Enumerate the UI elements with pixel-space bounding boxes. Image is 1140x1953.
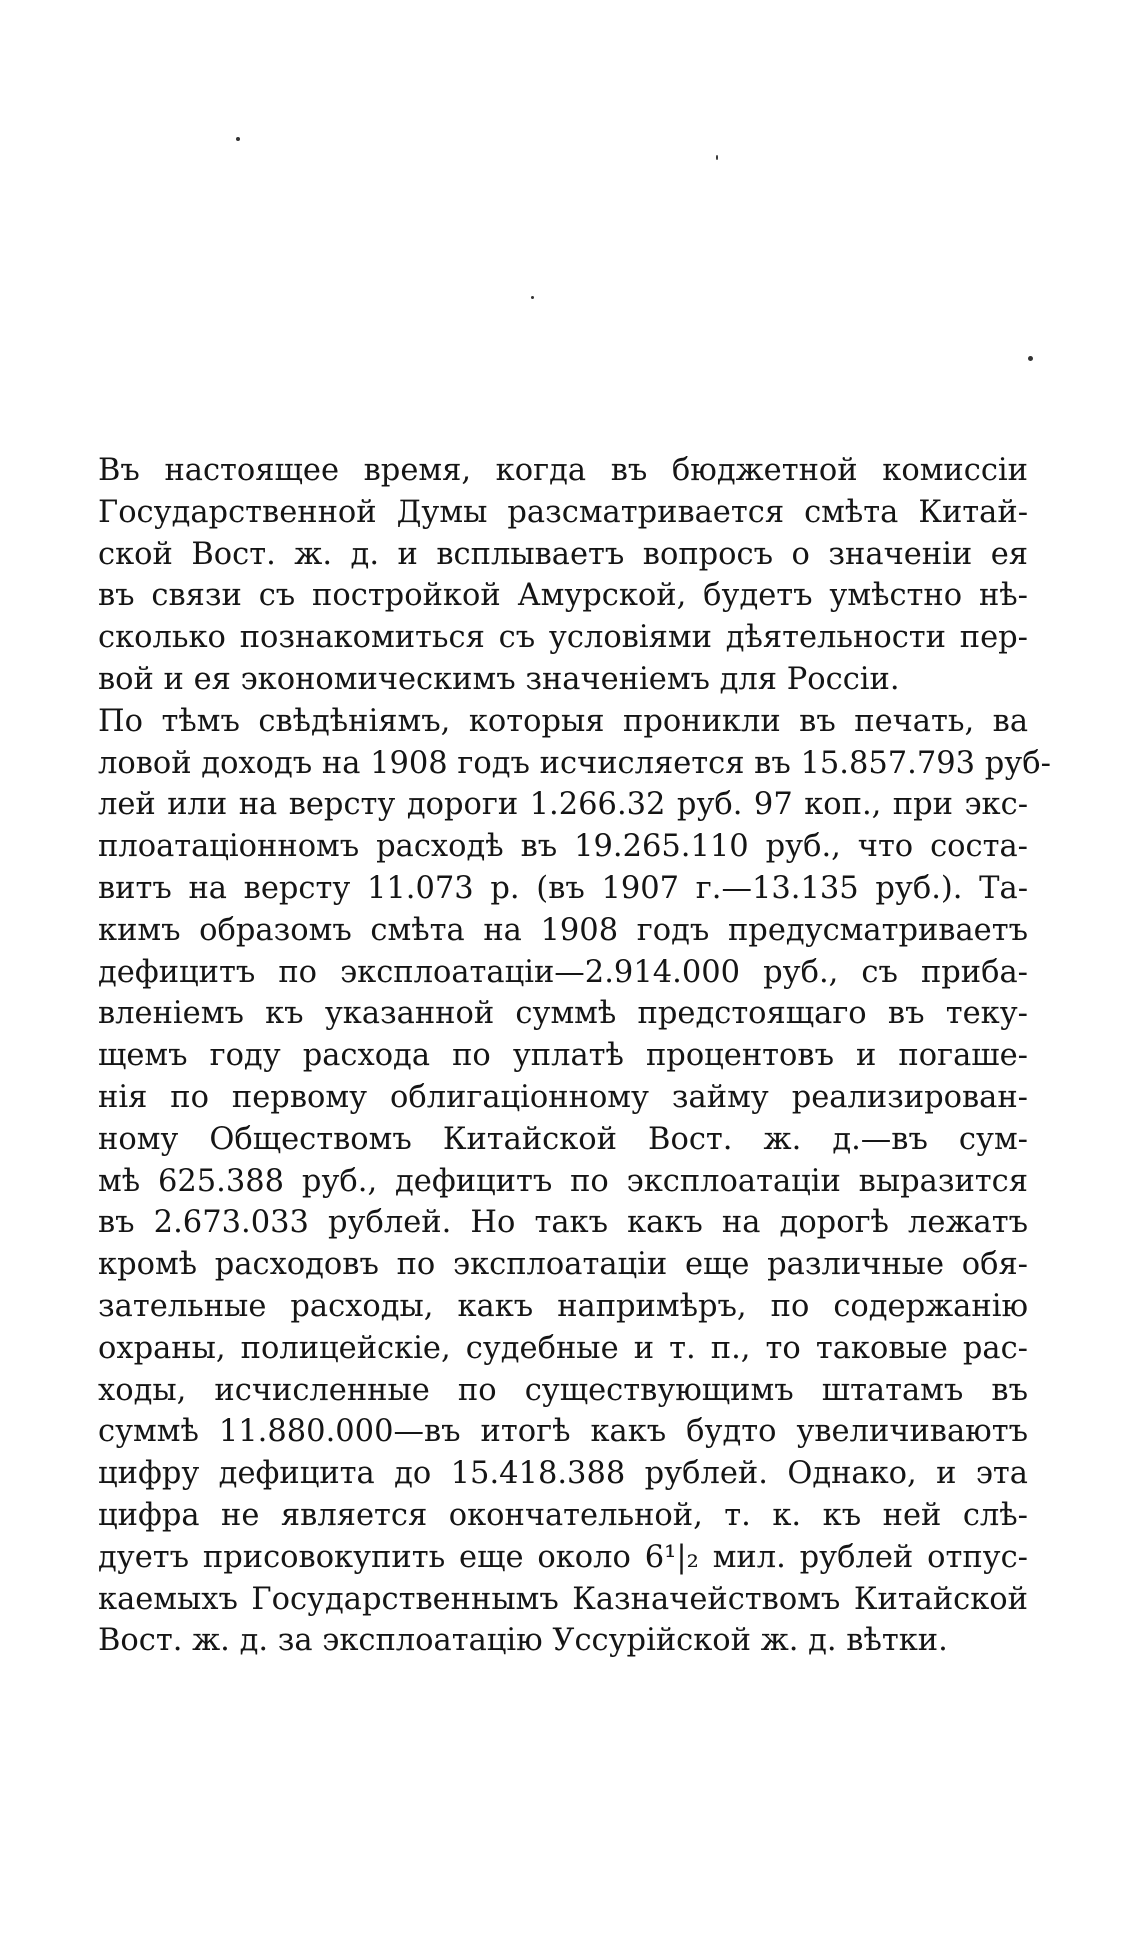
text-line: каемыхъ Государственнымъ Казначействомъ Китайской — [98, 1581, 1028, 1617]
text-line: ловой доходъ на 1908 годъ исчисляется въ 15.857.793 руб- — [98, 745, 1051, 781]
text-line: щемъ году расхода по уплатѣ процентовъ и погаше- — [98, 1038, 1028, 1074]
print-speck — [531, 296, 534, 299]
text-line: По тѣмъ свѣдѣніямъ, которыя проникли въ печать, ва — [98, 703, 1028, 739]
print-speck — [1028, 356, 1033, 361]
paragraph-intro — [98, 450, 1028, 701]
text-line: дуетъ присовокупить еще около 6¹|₂ мил. рублей отпус- — [98, 1539, 1028, 1575]
text-line: цифру дефицита до 15.418.388 рублей. Однако, и эта — [98, 1456, 1028, 1492]
text-line: въ связи съ постройкой Амурской, будетъ умѣстно нѣ- — [98, 578, 1028, 614]
text-line: ходы, исчисленные по существующимъ штатамъ въ — [98, 1372, 1028, 1408]
text-line: плоатаціонномъ расходѣ въ 19.265.110 руб., что соста- — [98, 829, 1028, 865]
print-speck — [716, 155, 718, 160]
text-line: вленіемъ къ указанной суммѣ предстоящаго въ теку- — [98, 996, 1028, 1032]
text-line: нія по первому облигаціонному займу реализирован- — [98, 1079, 1028, 1115]
text-line: кромѣ расходовъ по эксплоатаціи еще различные обя- — [98, 1247, 1028, 1283]
text-line: вой и ея экономическимъ значеніемъ для Россіи. — [98, 661, 900, 697]
paragraph-budget — [98, 701, 1051, 1662]
text-line: сколько познакомиться съ условіями дѣятельности пер- — [98, 620, 1028, 656]
text-line: мѣ 625.388 руб., дефицитъ по эксплоатаціи выразится — [98, 1163, 1028, 1199]
body-text — [98, 450, 1051, 1662]
text-line: цифра не является окончательной, т. к. къ ней слѣ- — [98, 1497, 1028, 1533]
text-line: дефицитъ по эксплоатаціи—2.914.000 руб., съ приба- — [98, 954, 1028, 990]
text-line: суммѣ 11.880.000—въ итогѣ какъ будто увеличиваютъ — [98, 1414, 1028, 1450]
text-line: Государственной Думы разсматривается смѣта Китай- — [98, 494, 1028, 530]
text-line: витъ на версту 11.073 р. (въ 1907 г.—13.135 руб.). Та- — [98, 870, 1028, 906]
text-line: кимъ образомъ смѣта на 1908 годъ предусматриваетъ — [98, 912, 1028, 948]
text-line: Въ настоящее время, когда въ бюджетной комиссіи — [98, 453, 1028, 488]
text-line: лей или на версту дороги 1.266.32 руб. 97 коп., при экс- — [98, 787, 1028, 823]
text-line: ному Обществомъ Китайской Вост. ж. д.—въ сум- — [98, 1121, 1028, 1157]
text-line: зательные расходы, какъ напримѣръ, по содержанію — [98, 1288, 1028, 1324]
text-line: въ 2.673.033 рублей. Но такъ какъ на дорогѣ лежатъ — [98, 1205, 1028, 1241]
text-line: охраны, полицейскіе, судебные и т. п., то таковые рас- — [98, 1330, 1028, 1366]
text-line: ской Вост. ж. д. и всплываетъ вопросъ о значеніи ея — [98, 536, 1028, 572]
print-speck — [236, 137, 240, 141]
text-line: Вост. ж. д. за эксплоатацію Уссурійской ж. д. вѣтки. — [98, 1623, 948, 1659]
